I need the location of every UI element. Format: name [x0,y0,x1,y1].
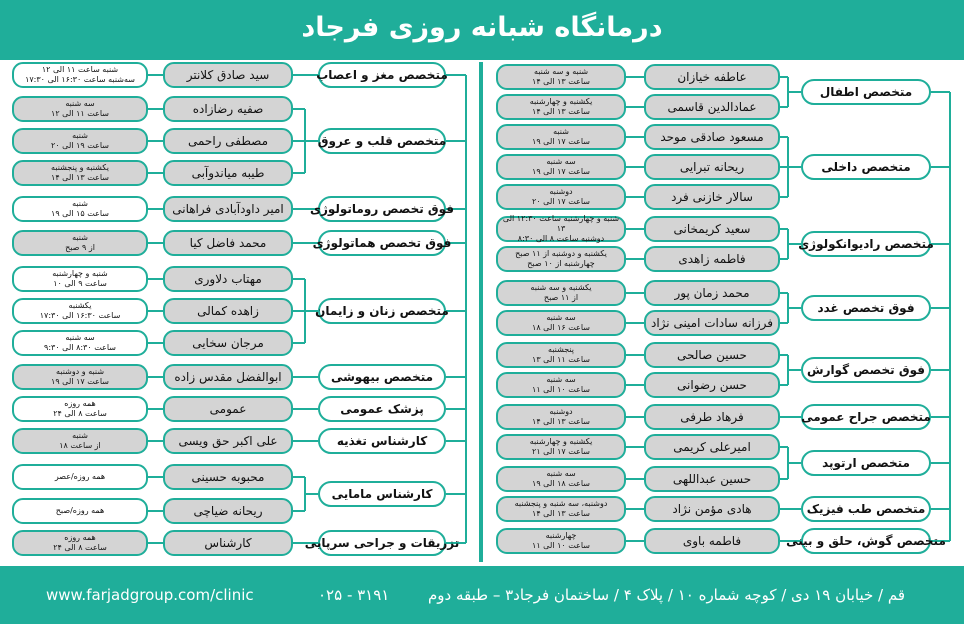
schedule-cell: سه شنبه ساعت ۸:۳۰ الی ۹:۳۰ [12,330,148,356]
doctor-name[interactable]: صفیه رضازاده [163,96,293,122]
column-divider [479,62,483,562]
doctor-name[interactable]: محبوبه حسینی [163,464,293,490]
doctor-name[interactable]: ریحانه ضیاچی [163,498,293,524]
specialty-label[interactable]: متخصص بیهوشی [318,364,446,390]
doctor-name[interactable]: سید صادق کلانتر [163,62,293,88]
doctor-name[interactable]: حسین عبداللهی [644,466,780,492]
schedule-cell: چهارشنبه ساعت ۱۰ الی ۱۱ [496,528,626,554]
specialty-label[interactable]: کارشناس تغذیه [318,428,446,454]
doctor-name[interactable]: امیر داودآبادی فراهانی [163,196,293,222]
doctor-name[interactable]: فاطمه زاهدی [644,246,780,272]
schedule-cell: سه شنبه ساعت ۱۰ الی ۱۱ [496,372,626,398]
schedule-cell: یکشنبه و چهارشنبه ساعت ۱۳ الی ۱۴ [496,94,626,120]
doctor-name[interactable]: طیبه میاندوآبی [163,160,293,186]
schedule-cell: شنبه و چهارشنبه ساعت ۹ الی ۱۰ [12,266,148,292]
schedule-cell: یکشنبه و پنجشنبه ساعت ۱۳ الی ۱۴ [12,160,148,186]
schedule-cell: شنبه و سه شنبه ساعت ۱۳ الی ۱۴ [496,64,626,90]
specialty-label[interactable]: پزشک عمومی [318,396,446,422]
doctor-name[interactable]: ابوالفضل مقدس زاده [163,364,293,390]
doctor-name[interactable]: مهتاب دلاوری [163,266,293,292]
specialty-label[interactable]: متخصص زنان و زایمان [318,298,446,324]
header-bar [0,0,964,60]
specialty-label[interactable]: متخصص رادیوانکولوژی [801,231,931,257]
doctor-name[interactable]: حسن رضوانی [644,372,780,398]
schedule-cell: شنبه و چهارشنبه ساعت ۱۲:۳۰ الی ۱۳ دوشنبه ساعت ۸ الی ۸:۳۰ [496,216,626,242]
schedule-cell: یکشنبه و چهارشنبه ساعت ۱۷ الی ۲۱ [496,434,626,460]
specialty-label[interactable]: متخصص جراح عمومی [801,404,931,430]
schedule-cell: یکشنبه و دوشنبه از ۱۱ صبح چهارشنبه از ۱۰ صبح [496,246,626,272]
schedule-cell: دوشنبه، سه شنبه و پنجشنبه ساعت ۱۳ الی ۱۴ [496,496,626,522]
page-title: درمانگاه شبانه روزی فرجاد [301,12,663,43]
schedule-cell: دوشنبه ساعت ۱۷ الی ۲۰ [496,184,626,210]
doctor-name[interactable]: حسین صالحی [644,342,780,368]
doctor-name[interactable]: سالار خازنی فرد [644,184,780,210]
schedule-cell: همه روزه ساعت ۸ الی ۲۴ [12,530,148,556]
doctor-name[interactable]: ریحانه تبرایی [644,154,780,180]
specialty-label[interactable]: متخصص ارتوپد [801,450,931,476]
doctor-name[interactable]: عاطفه خیازان [644,64,780,90]
schedule-cell: همه روزه/عصر [12,464,148,490]
specialty-label[interactable]: کارشناس مامایی [318,481,446,507]
doctor-name[interactable]: عمومی [163,396,293,422]
left-column [0,60,476,566]
doctor-name[interactable]: محمد زمان پور [644,280,780,306]
schedule-cell: شنبه از ۹ صبح [12,230,148,256]
doctor-name[interactable]: فرهاد طرفی [644,404,780,430]
schedule-cell: شنبه ساعت ۱۹ الی ۲۰ [12,128,148,154]
schedule-cell: شنبه ساعت ۱۵ الی ۱۹ [12,196,148,222]
schedule-cell: سه شنبه ساعت ۱۷ الی ۱۹ [496,154,626,180]
doctor-name[interactable]: فاطمه باوی [644,528,780,554]
schedule-cell: شنبه و دوشنبه ساعت ۱۷ الی ۱۹ [12,364,148,390]
address: قم / خیابان ۱۹ دی / کوچه شماره ۱۰ / پلاک ۴ / ساختمان فرجاد۳ – طبقه دوم [428,586,906,604]
schedule-cell: سه شنبه ساعت ۱۶ الی ۱۸ [496,310,626,336]
schedule-cell: شنبه ساعت ۱۷ الی ۱۹ [496,124,626,150]
specialty-label[interactable]: فوق تخصص غدد [801,295,931,321]
doctor-name[interactable]: امیرعلی کریمی [644,434,780,460]
doctor-name[interactable]: سعید کریمخانی [644,216,780,242]
specialty-label[interactable]: متخصص طب فیزیک [801,496,931,522]
schedule-cell: دوشنبه ساعت ۱۳ الی ۱۴ [496,404,626,430]
specialty-label[interactable]: متخصص داخلی [801,154,931,180]
schedule-cell: سه شنبه ساعت ۱۱ الی ۱۲ [12,96,148,122]
doctor-name[interactable]: عمادالدین قاسمی [644,94,780,120]
schedule-cell: سه شنبه ساعت ۱۸ الی ۱۹ [496,466,626,492]
schedule-cell: یکشنبه ساعت ۱۶:۳۰ الی ۱۷:۳۰ [12,298,148,324]
specialty-label[interactable]: متخصص گوش، حلق و بینی [801,528,931,554]
schedule-cell: همه روزه/صبح [12,498,148,524]
schedule-cell: شنبه از ساعت ۱۸ [12,428,148,454]
right-column [488,60,964,566]
specialty-label[interactable]: فوق تخصص روماتولوژی [318,196,446,222]
doctor-name[interactable]: مرجان سخایی [163,330,293,356]
website-link[interactable]: www.farjadgroup.com/clinic [46,586,254,604]
specialty-label[interactable]: تزریقات و جراحی سرپایی [318,530,446,556]
schedule-cell: شنبه ساعت ۱۱ الی ۱۲ سه‌شنبه ساعت ۱۶:۳۰ الی ۱۷:۳۰ [12,62,148,88]
schedule-cell: یکشنبه و سه شنبه از ۱۱ صبح [496,280,626,306]
doctor-name[interactable]: هادی مؤمن نژاد [644,496,780,522]
doctor-name[interactable]: مصطفی راحمی [163,128,293,154]
schedule-cell: همه روزه ساعت ۸ الی ۲۴ [12,396,148,422]
doctor-name[interactable]: علی اکبر حق ویسی [163,428,293,454]
specialty-label[interactable]: فوق تخصص هماتولوژی [318,230,446,256]
specialty-label[interactable]: متخصص اطفال [801,79,931,105]
specialty-label[interactable]: متخصص مغز و اعصاب [318,62,446,88]
footer-bar [0,566,964,624]
doctor-name[interactable]: کارشناس [163,530,293,556]
specialty-label[interactable]: فوق تخصص گوارش [801,357,931,383]
schedule-cell: پنجشنبه ساعت ۱۱ الی ۱۳ [496,342,626,368]
doctor-name[interactable]: زاهده کمالی [163,298,293,324]
specialty-label[interactable]: متخصص قلب و عروق [318,128,446,154]
doctor-name[interactable]: مسعود صادقی موحد [644,124,780,150]
doctor-name[interactable]: محمد فاضل کیا [163,230,293,256]
doctor-name[interactable]: فرزانه سادات امینی نژاد [644,310,780,336]
phone-number: ۰۲۵ - ۳۱۹۱ [318,586,390,604]
